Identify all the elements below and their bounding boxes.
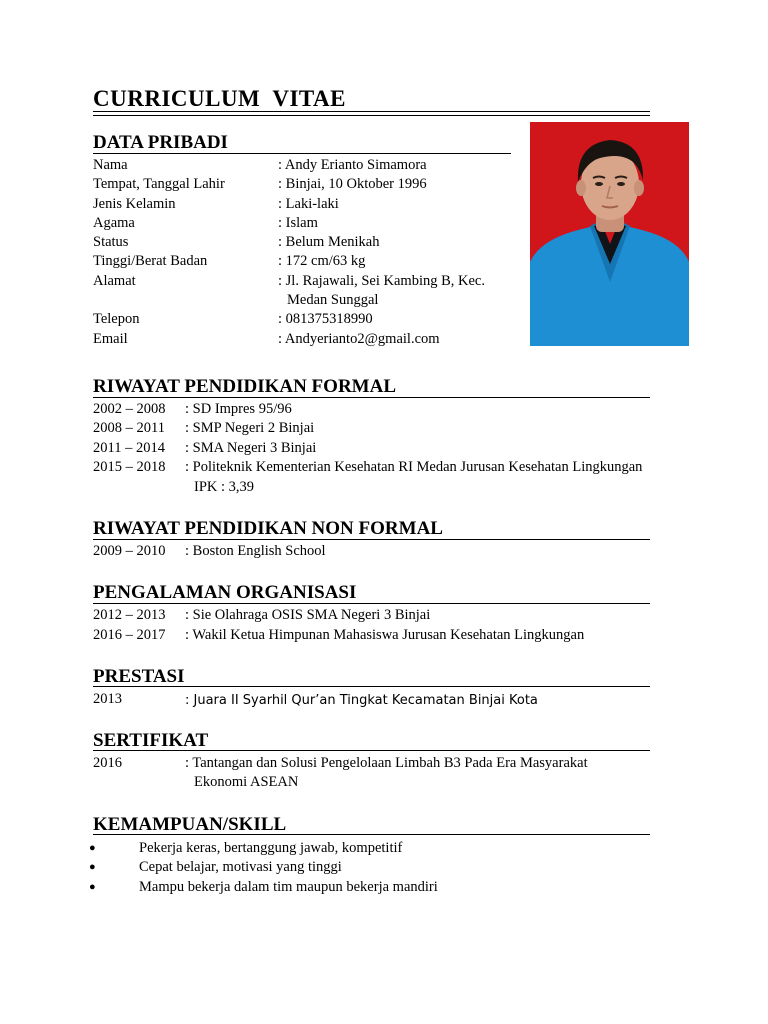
education-years: 2015 – 2018: [93, 459, 166, 475]
education-years: 2002 – 2008: [93, 401, 166, 417]
title-rule: [93, 111, 650, 112]
heading-rule: [93, 153, 511, 154]
heading-rule: [93, 834, 650, 835]
skill-text: Pekerja keras, bertanggung jawab, kompetitif: [139, 840, 403, 856]
heading-rule: [93, 539, 650, 540]
label: Agama: [93, 215, 135, 231]
certificate-year: 2016: [93, 755, 122, 771]
heading-rule: [93, 750, 650, 751]
organization-role: : Sie Olahraga OSIS SMA Negeri 3 Binjai: [185, 607, 431, 623]
value: : 172 cm/63 kg: [278, 253, 366, 269]
value: : 081375318990: [278, 311, 373, 327]
heading-data-pribadi: DATA PRIBADI: [93, 132, 228, 153]
title-rule-secondary: [93, 115, 650, 116]
value-continued: Medan Sunggal: [287, 292, 379, 308]
value: : Belum Menikah: [278, 234, 380, 250]
label: Email: [93, 331, 128, 347]
heading-sertifikat: SERTIFIKAT: [93, 730, 209, 751]
education-years: 2011 – 2014: [93, 440, 165, 456]
value: : Binjai, 10 Oktober 1996: [278, 176, 427, 192]
organization-years: 2016 – 2017: [93, 627, 166, 643]
bullet-icon: ●: [89, 861, 96, 873]
value: : Andy Erianto Simamora: [278, 157, 427, 173]
education-years: 2008 – 2011: [93, 420, 165, 436]
label: Jenis Kelamin: [93, 196, 176, 212]
achievement-year: 2013: [93, 691, 122, 707]
label: Tempat, Tanggal Lahir: [93, 176, 225, 192]
skill-text: Mampu bekerja dalam tim maupun bekerja mandiri: [139, 879, 438, 895]
education-school: : SD Impres 95/96: [185, 401, 292, 417]
label: Tinggi/Berat Badan: [93, 253, 208, 269]
non-formal-school: : Boston English School: [185, 543, 326, 559]
non-formal-years: 2009 – 2010: [93, 543, 166, 559]
heading-rule: [93, 686, 650, 687]
profile-photo: [530, 122, 689, 346]
skill-text: Cepat belajar, motivasi yang tinggi: [139, 859, 342, 875]
label: Telepon: [93, 311, 140, 327]
heading-prestasi: PRESTASI: [93, 666, 185, 687]
heading-rule: [93, 397, 650, 398]
achievement-text: : Juara II Syarhil Qur’an Tingkat Kecamatan Binjai Kota: [185, 693, 538, 708]
value: : Jl. Rajawali, Sei Kambing B, Kec.: [278, 273, 485, 289]
education-gpa: IPK : 3,39: [194, 479, 255, 495]
heading-rule: [93, 603, 650, 604]
label: Alamat: [93, 273, 136, 289]
heading-pendidikan-non-formal: RIWAYAT PENDIDIKAN NON FORMAL: [93, 518, 443, 539]
heading-skill: KEMAMPUAN/SKILL: [93, 814, 287, 835]
label: Nama: [93, 157, 128, 173]
certificate-title-continued: Ekonomi ASEAN: [194, 774, 299, 790]
organization-years: 2012 – 2013: [93, 607, 166, 623]
value: : Islam: [278, 215, 318, 231]
heading-organisasi: PENGALAMAN ORGANISASI: [93, 582, 357, 603]
page-title: CURRICULUM VITAE: [93, 86, 346, 111]
education-school: : SMA Negeri 3 Binjai: [185, 440, 317, 456]
bullet-icon: ●: [89, 842, 96, 854]
organization-role: : Wakil Ketua Himpunan Mahasiswa Jurusan Kesehatan Lingkungan: [185, 627, 585, 643]
bullet-icon: ●: [89, 881, 96, 893]
education-school: : SMP Negeri 2 Binjai: [185, 420, 315, 436]
value: : Laki-laki: [278, 196, 339, 212]
education-school: : Politeknik Kementerian Kesehatan RI Medan Jurusan Kesehatan Lingkungan: [185, 459, 643, 475]
heading-pendidikan-formal: RIWAYAT PENDIDIKAN FORMAL: [93, 376, 396, 397]
label: Status: [93, 234, 129, 250]
value: : Andyerianto2@gmail.com: [278, 331, 440, 347]
certificate-title: : Tantangan dan Solusi Pengelolaan Limbah B3 Pada Era Masyarakat: [185, 755, 588, 771]
